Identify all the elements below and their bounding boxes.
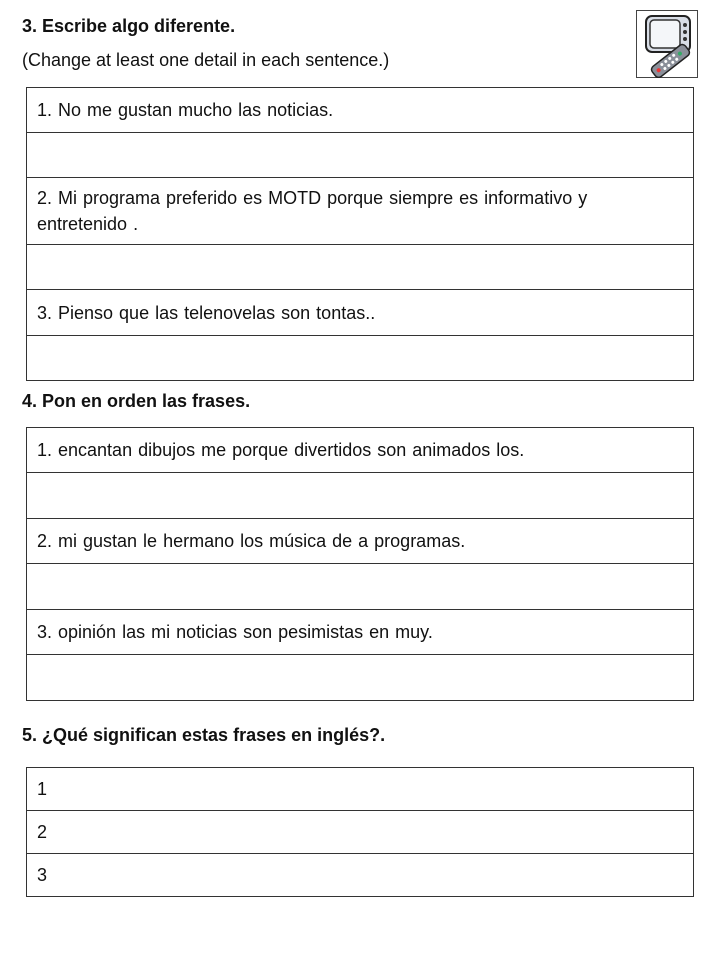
table-row[interactable]: 2 bbox=[27, 811, 694, 854]
answer-field[interactable] bbox=[27, 133, 694, 178]
answer-field[interactable] bbox=[27, 336, 694, 381]
section3-instruction: (Change at least one detail in each sentence.) bbox=[22, 50, 390, 70]
table-row: 3. Pienso que las telenovelas son tontas.. bbox=[27, 290, 694, 336]
table-row: 3. opinión las mi noticias son pesimistas en muy. bbox=[27, 610, 694, 655]
section3-table bbox=[26, 87, 694, 381]
answer-field[interactable] bbox=[27, 473, 694, 519]
section5-table bbox=[26, 767, 694, 897]
answer-field[interactable] bbox=[27, 564, 694, 610]
tv-remote-icon bbox=[636, 10, 698, 78]
table-row[interactable]: 1 bbox=[27, 768, 694, 811]
section5-title: 5. ¿Qué significan estas frases en inglés?. bbox=[22, 725, 386, 745]
table-row: 1. No me gustan mucho las noticias. bbox=[27, 88, 694, 133]
section3-title: 3. Escribe algo diferente. bbox=[22, 16, 236, 36]
table-row[interactable]: 3 bbox=[27, 854, 694, 897]
answer-field[interactable] bbox=[27, 245, 694, 290]
table-row: 1. encantan dibujos me porque divertidos son animados los. bbox=[27, 428, 694, 473]
section4-title: 4. Pon en orden las frases. bbox=[22, 391, 251, 411]
table-row: 2. Mi programa preferido es MOTD porque siempre es informativo y entretenido . bbox=[27, 178, 694, 245]
table-row: 2. mi gustan le hermano los música de a programas. bbox=[27, 519, 694, 564]
answer-field[interactable] bbox=[27, 655, 694, 701]
section4-table bbox=[26, 427, 694, 701]
